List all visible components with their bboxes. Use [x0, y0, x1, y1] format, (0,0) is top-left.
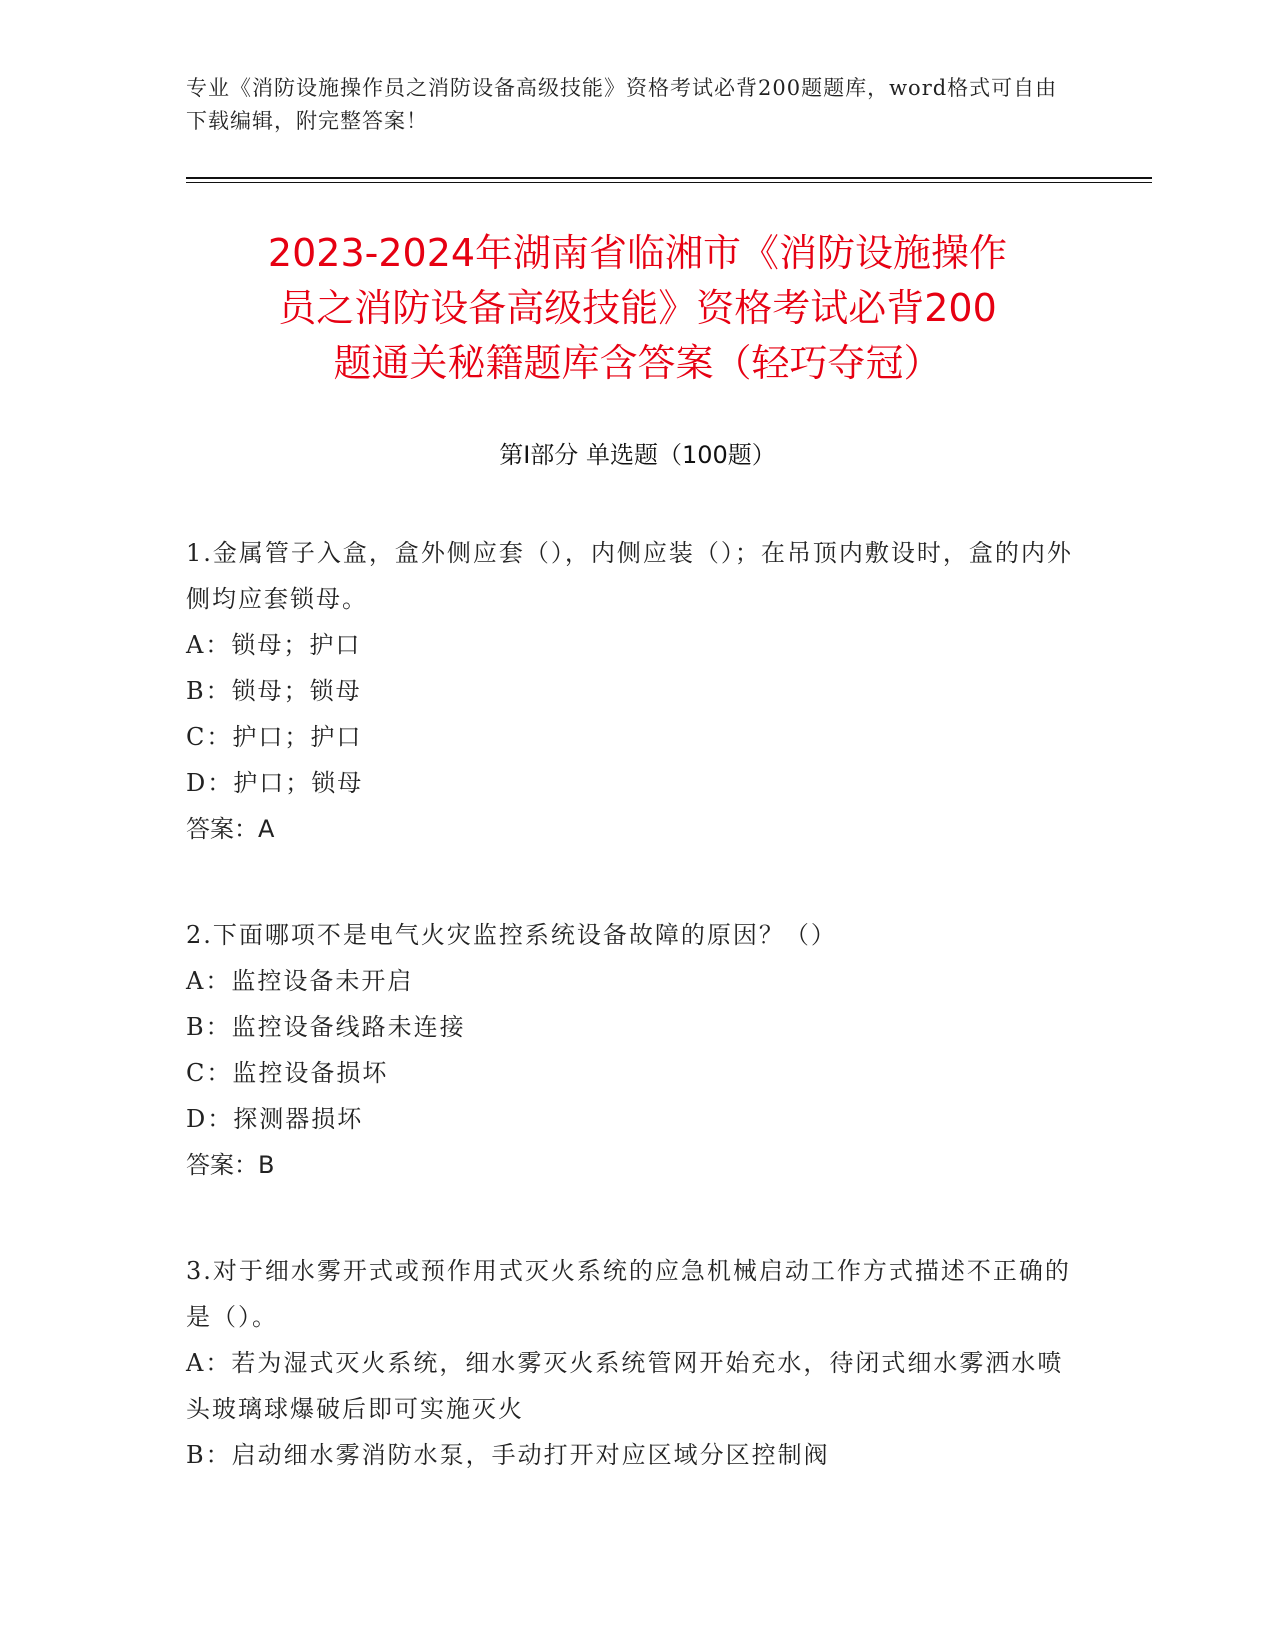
option-a: A：锁母；护口 — [186, 631, 362, 659]
question-list — [186, 530, 1076, 1538]
title-line-2: 员之消防设备高级技能》资格考试必背200 — [278, 286, 997, 330]
answer-line: 答案：A — [186, 815, 275, 843]
option-b: B：启动细水雾消防水泵，手动打开对应区域分区控制阀 — [186, 1441, 830, 1469]
header-note: 专业《消防设施操作员之消防设备高级技能》资格考试必背200题题库，word格式可自由下载编辑，附完整答案！ — [186, 76, 1058, 133]
question-item — [186, 530, 1076, 852]
option-c: C：护口；护口 — [186, 723, 363, 751]
question-item — [186, 1248, 1076, 1478]
header-divider-thick — [186, 177, 1152, 179]
question-item — [186, 912, 1076, 1188]
option-c: C：监控设备损坏 — [186, 1059, 389, 1087]
question-stem: 1.金属管子入盒，盒外侧应套（），内侧应装（）；在吊顶内敷设时，盒的内外侧均应套锁母。 — [186, 539, 1073, 613]
option-b: B：监控设备线路未连接 — [186, 1013, 466, 1041]
option-a: A：若为湿式灭火系统，细水雾灭火系统管网开始充水，待闭式细水雾洒水喷头玻璃球爆破后即可实施灭火 — [186, 1349, 1064, 1423]
option-a: A：监控设备未开启 — [186, 967, 414, 995]
title-line-1: 2023-2024年湖南省临湘市《消防设施操作 — [267, 231, 1008, 275]
question-stem: 2.下面哪项不是电气火灾监控系统设备故障的原因？（） — [186, 921, 837, 949]
section-title: 第Ⅰ部分 单选题（100题） — [499, 441, 776, 469]
header-divider-thin — [186, 182, 1152, 183]
question-stem: 3.对于细水雾开式或预作用式灭火系统的应急机械启动工作方式描述不正确的是（）。 — [186, 1257, 1071, 1331]
option-d: D：探测器损坏 — [186, 1105, 364, 1133]
answer-line: 答案：B — [186, 1151, 275, 1179]
option-d: D：护口；锁母 — [186, 769, 364, 797]
document-title — [186, 226, 1089, 391]
title-line-3: 题通关秘籍题库含答案（轻巧夺冠） — [333, 341, 942, 385]
option-b: B：锁母；锁母 — [186, 677, 362, 705]
